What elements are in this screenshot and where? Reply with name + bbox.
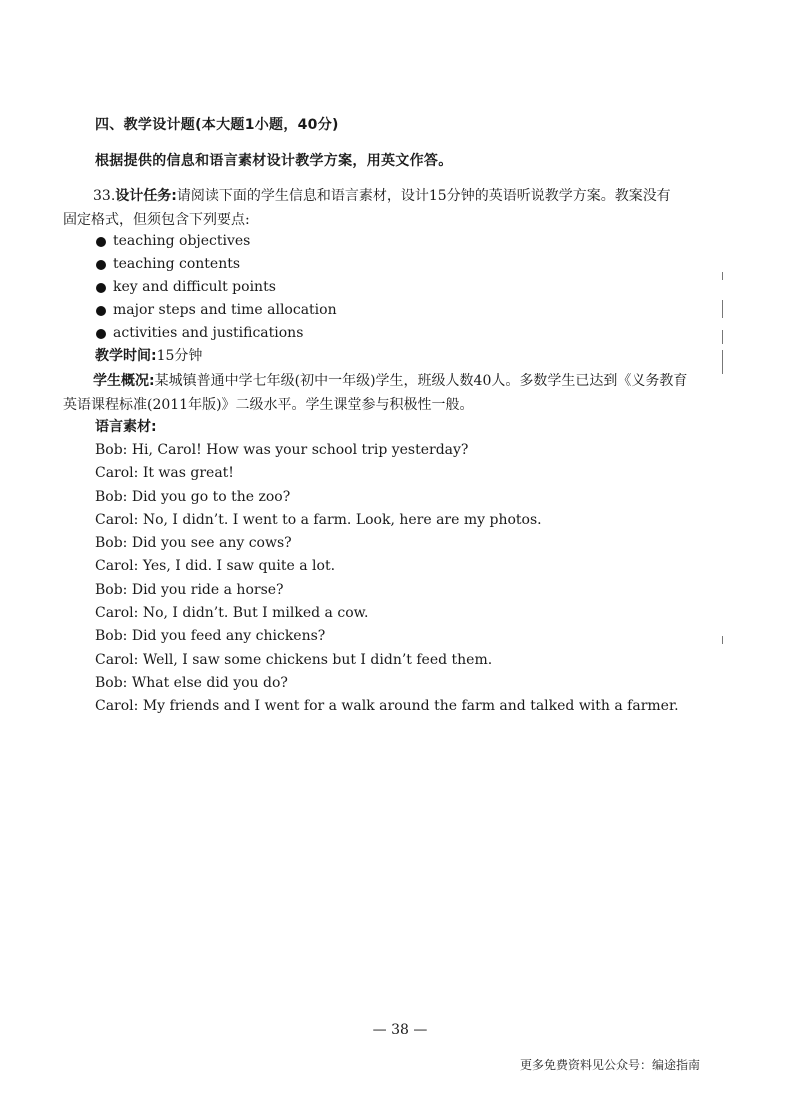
material-label: 语言素材: <box>95 419 157 435</box>
student-profile-label: 学生概况: <box>93 373 155 389</box>
task-label: 设计任务: <box>115 188 177 204</box>
task-paragraph <box>63 184 683 232</box>
footer-note: 更多免费资料见公众号：编途指南 <box>519 1058 700 1072</box>
scan-mark <box>722 272 723 280</box>
bullet-icon <box>96 306 106 316</box>
scan-mark <box>722 300 723 318</box>
student-profile-text: 某城镇普通中学七年级(初中一年级)学生，班级人数40人。多数学生已达到《义务教育英语课程标准(2011年版)》二级水平。学生课堂参与积极性一般。 <box>63 373 688 413</box>
dialogue-line: Bob: What else did you do? <box>95 674 288 691</box>
student-profile <box>63 369 688 417</box>
list-item: teaching contents <box>96 253 337 276</box>
list-item: key and difficult points <box>96 276 337 299</box>
section-heading: 四、教学设计题(本大题1小题，40分) <box>95 117 339 133</box>
bullet-icon <box>96 260 106 270</box>
page-number: — 38 — <box>372 1022 428 1038</box>
bullet-icon <box>96 283 106 293</box>
scan-mark <box>722 636 723 644</box>
required-points-list <box>96 230 337 345</box>
dialogue-line: Carol: No, I didn’t. But I milked a cow. <box>95 605 369 622</box>
dialogue-line: Carol: No, I didn’t. I went to a farm. Look, here are my photos. <box>95 511 542 528</box>
list-item: major steps and time allocation <box>96 299 337 322</box>
teaching-time-value: 15分钟 <box>156 348 203 364</box>
dialogue-line: Bob: Did you see any cows? <box>95 535 292 552</box>
dialogue-line: Bob: Did you go to the zoo? <box>95 488 291 505</box>
dialogue-line: Bob: Did you ride a horse? <box>95 581 284 598</box>
scan-mark <box>722 350 723 374</box>
dialogue-line: Bob: Did you feed any chickens? <box>95 628 326 645</box>
dialogue-line: Carol: It was great! <box>95 465 234 482</box>
bullet-icon <box>96 237 106 247</box>
teaching-time-label: 教学时间: <box>95 348 157 364</box>
dialogue-line: Carol: Well, I saw some chickens but I didn’t feed them. <box>95 651 493 668</box>
scan-mark <box>722 330 723 344</box>
dialogue-list <box>95 439 679 719</box>
bullet-icon <box>96 329 106 339</box>
dialogue-line: Carol: My friends and I went for a walk around the farm and talked with a farmer. <box>95 698 679 715</box>
task-text: 请阅读下面的学生信息和语言素材，设计15分钟的英语听说教学方案。教案没有固定格式，但须包含下列要点: <box>63 188 671 228</box>
section-instruction: 根据提供的信息和语言素材设计教学方案，用英文作答。 <box>95 153 453 169</box>
list-item: activities and justifications <box>96 322 337 345</box>
dialogue-line: Bob: Hi, Carol! How was your school trip yesterday? <box>95 442 469 458</box>
dialogue-line: Carol: Yes, I did. I saw quite a lot. <box>95 558 336 575</box>
task-number: 33. <box>93 188 116 204</box>
teaching-time <box>95 345 202 365</box>
list-item: teaching objectives <box>96 230 337 253</box>
